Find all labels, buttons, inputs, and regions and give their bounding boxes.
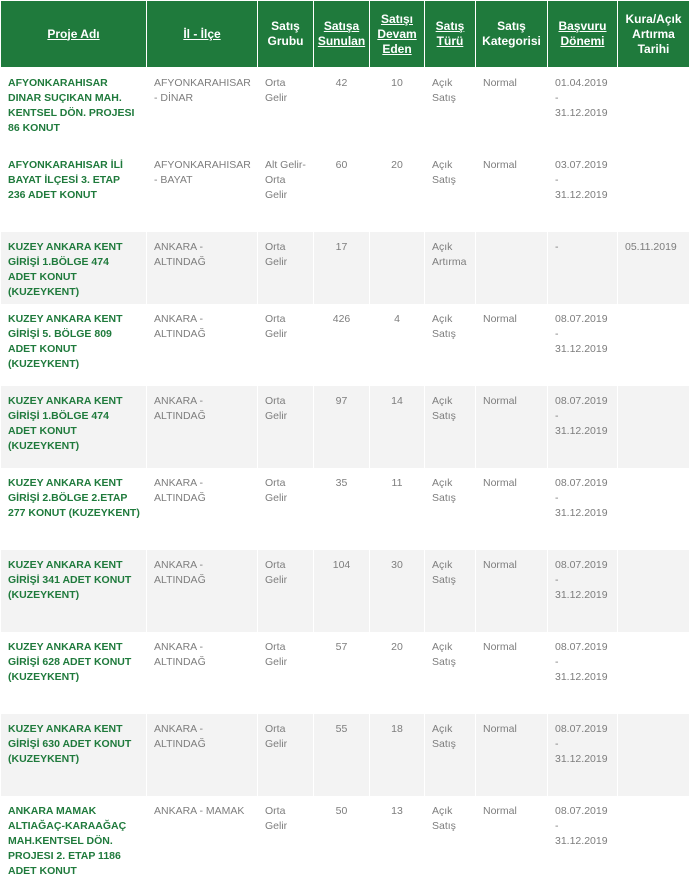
table-header	[1, 1, 689, 68]
sales-type: Açık Satış	[425, 632, 476, 714]
province-district: ANKARA - ALTINDAĞ	[147, 550, 258, 632]
sales-category: Normal	[476, 150, 548, 232]
province-district: ANKARA - ALTINDAĞ	[147, 714, 258, 796]
sales-type: Açık Satış	[425, 304, 476, 386]
auction-date	[618, 150, 689, 232]
sales-category: Normal	[476, 468, 548, 550]
ongoing-count: 30	[370, 550, 425, 632]
offered-count: 17	[314, 232, 370, 304]
sales-group: Orta Gelir	[258, 796, 314, 883]
application-period: -	[548, 232, 618, 304]
header-satis-turu[interactable]: Satış Türü	[425, 1, 476, 68]
sales-type: Açık Satış	[425, 468, 476, 550]
ongoing-count: 20	[370, 632, 425, 714]
province-district: AFYONKARAHISAR - BAYAT	[147, 150, 258, 232]
ongoing-count	[370, 232, 425, 304]
sales-type: Açık Artırma	[425, 232, 476, 304]
ongoing-count: 14	[370, 386, 425, 468]
ongoing-count: 11	[370, 468, 425, 550]
table-row	[1, 796, 689, 883]
sales-category: Normal	[476, 304, 548, 386]
offered-count: 426	[314, 304, 370, 386]
application-period: 08.07.2019 - 31.12.2019	[548, 386, 618, 468]
sales-type: Açık Satış	[425, 796, 476, 883]
sales-type: Açık Satış	[425, 714, 476, 796]
application-period: 03.07.2019 - 31.12.2019	[548, 150, 618, 232]
sales-group: Alt Gelir-Orta Gelir	[258, 150, 314, 232]
sales-type: Açık Satış	[425, 386, 476, 468]
offered-count: 57	[314, 632, 370, 714]
table-row	[1, 632, 689, 714]
sales-group: Orta Gelir	[258, 232, 314, 304]
application-period: 08.07.2019 - 31.12.2019	[548, 304, 618, 386]
offered-count: 104	[314, 550, 370, 632]
province-district: AFYONKARAHISAR - DİNAR	[147, 68, 258, 151]
province-district: ANKARA - ALTINDAĞ	[147, 232, 258, 304]
sales-category: Normal	[476, 796, 548, 883]
ongoing-count: 20	[370, 150, 425, 232]
table-row	[1, 550, 689, 632]
table-row	[1, 304, 689, 386]
table-row	[1, 714, 689, 796]
offered-count: 42	[314, 68, 370, 151]
auction-date: 05.11.2019	[618, 232, 689, 304]
offered-count: 50	[314, 796, 370, 883]
sales-group: Orta Gelir	[258, 714, 314, 796]
sales-group: Orta Gelir	[258, 468, 314, 550]
auction-date	[618, 68, 689, 151]
auction-date	[618, 550, 689, 632]
sales-category: Normal	[476, 386, 548, 468]
header-satis-grubu: Satış Grubu	[258, 1, 314, 68]
header-proje-adi[interactable]: Proje Adı	[1, 1, 147, 68]
sales-group: Orta Gelir	[258, 304, 314, 386]
project-name[interactable]: KUZEY ANKARA KENT GİRİŞİ 341 ADET KONUT (KUZEYKENT)	[1, 550, 147, 632]
offered-count: 60	[314, 150, 370, 232]
application-period: 01.04.2019 - 31.12.2019	[548, 68, 618, 151]
province-district: ANKARA - MAMAK	[147, 796, 258, 883]
application-period: 08.07.2019 - 31.12.2019	[548, 550, 618, 632]
table-row	[1, 68, 689, 151]
sales-category: Normal	[476, 714, 548, 796]
header-satisi-devam-eden[interactable]: Satışı Devam Eden	[370, 1, 425, 68]
project-name[interactable]: AFYONKARAHISAR DINAR SUÇIKAN MAH. KENTSEL DÖN. PROJESI 86 KONUT	[1, 68, 147, 151]
auction-date	[618, 304, 689, 386]
header-satis-kategorisi: Satış Kategorisi	[476, 1, 548, 68]
province-district: ANKARA - ALTINDAĞ	[147, 386, 258, 468]
auction-date	[618, 714, 689, 796]
header-kura-tarihi: Kura/Açık Artırma Tarihi	[618, 1, 689, 68]
sales-category: Normal	[476, 632, 548, 714]
auction-date	[618, 632, 689, 714]
project-name[interactable]: KUZEY ANKARA KENT GİRİŞİ 630 ADET KONUT (KUZEYKENT)	[1, 714, 147, 796]
application-period: 08.07.2019 - 31.12.2019	[548, 796, 618, 883]
application-period: 08.07.2019 - 31.12.2019	[548, 714, 618, 796]
sales-group: Orta Gelir	[258, 386, 314, 468]
sales-group: Orta Gelir	[258, 632, 314, 714]
project-name[interactable]: ANKARA MAMAK ALTIAĞAÇ-KARAAĞAÇ MAH.KENTSEL DÖN. PROJESI 2. ETAP 1186 ADET KONUT	[1, 796, 147, 883]
offered-count: 55	[314, 714, 370, 796]
project-name[interactable]: KUZEY ANKARA KENT GİRİŞİ 1.BÖLGE 474 ADET KONUT (KUZEYKENT)	[1, 232, 147, 304]
project-name[interactable]: KUZEY ANKARA KENT GİRİŞİ 1.BÖLGE 474 ADET KONUT (KUZEYKENT)	[1, 386, 147, 468]
table-row	[1, 150, 689, 232]
ongoing-count: 4	[370, 304, 425, 386]
application-period: 08.07.2019 - 31.12.2019	[548, 632, 618, 714]
sales-category	[476, 232, 548, 304]
project-name[interactable]: KUZEY ANKARA KENT GİRİŞİ 628 ADET KONUT (KUZEYKENT)	[1, 632, 147, 714]
offered-count: 35	[314, 468, 370, 550]
province-district: ANKARA - ALTINDAĞ	[147, 632, 258, 714]
sales-category: Normal	[476, 68, 548, 151]
sales-type: Açık Satış	[425, 550, 476, 632]
ongoing-count: 13	[370, 796, 425, 883]
sales-group: Orta Gelir	[258, 68, 314, 151]
table-row	[1, 386, 689, 468]
auction-date	[618, 386, 689, 468]
offered-count: 97	[314, 386, 370, 468]
project-name[interactable]: KUZEY ANKARA KENT GİRİŞİ 2.BÖLGE 2.ETAP 277 KONUT (KUZEYKENT)	[1, 468, 147, 550]
ongoing-count: 18	[370, 714, 425, 796]
header-satisa-sunulan[interactable]: Satışa Sunulan	[314, 1, 370, 68]
sales-type: Açık Satış	[425, 68, 476, 151]
application-period: 08.07.2019 - 31.12.2019	[548, 468, 618, 550]
project-name[interactable]: AFYONKARAHISAR İLİ BAYAT İLÇESİ 3. ETAP 236 ADET KONUT	[1, 150, 147, 232]
province-district: ANKARA - ALTINDAĞ	[147, 304, 258, 386]
auction-date	[618, 796, 689, 883]
province-district: ANKARA - ALTINDAĞ	[147, 468, 258, 550]
auction-date	[618, 468, 689, 550]
sales-type: Açık Satış	[425, 150, 476, 232]
sales-group: Orta Gelir	[258, 550, 314, 632]
ongoing-count: 10	[370, 68, 425, 151]
project-name[interactable]: KUZEY ANKARA KENT GİRİŞİ 5. BÖLGE 809 ADET KONUT (KUZEYKENT)	[1, 304, 147, 386]
header-basvuru-donemi[interactable]: Başvuru Dönemi	[548, 1, 618, 68]
table-row	[1, 232, 689, 304]
sales-category: Normal	[476, 550, 548, 632]
table-row	[1, 468, 689, 550]
header-il-ilce[interactable]: İl - İlçe	[147, 1, 258, 68]
